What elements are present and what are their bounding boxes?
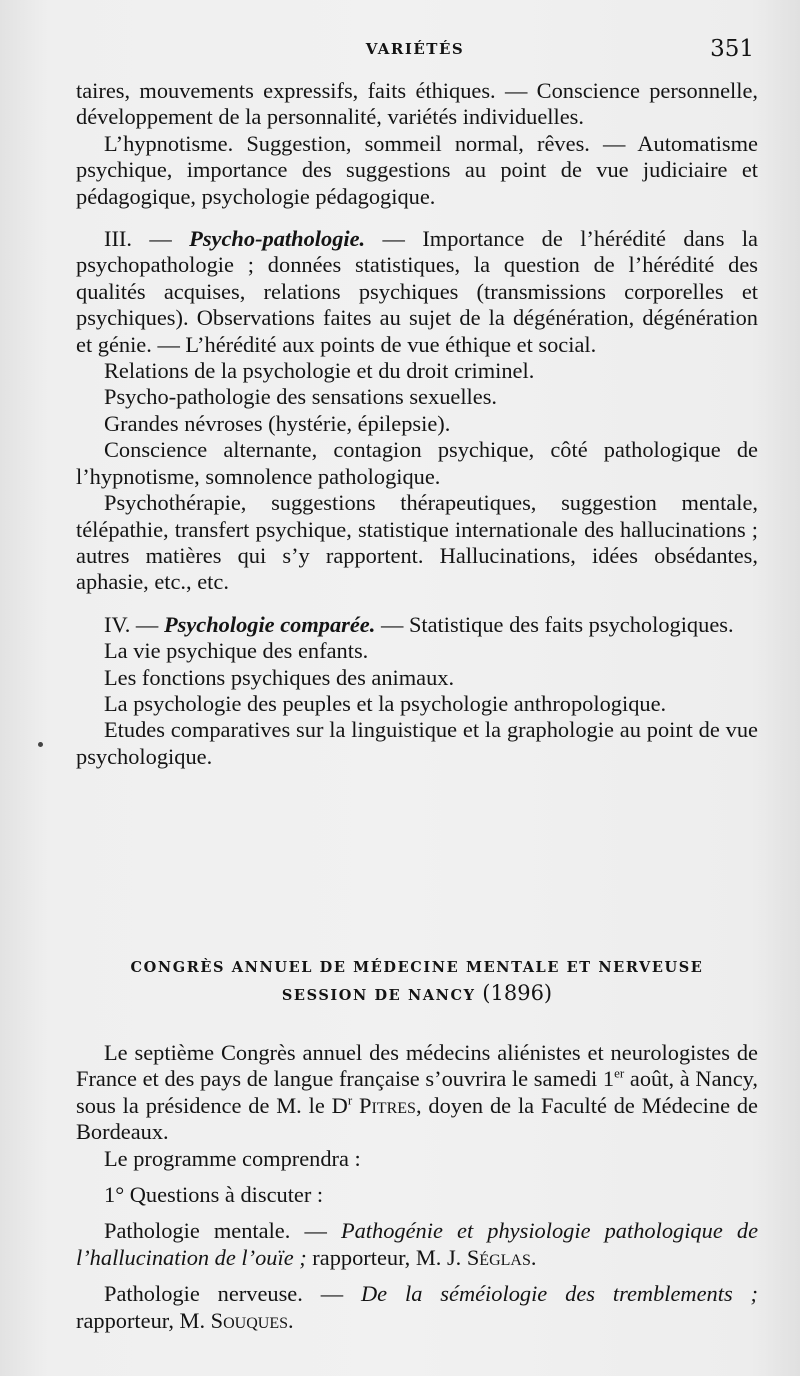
- congress-intro: Le septième Congrès annuel des médecins aliénistes et neurologistes de France et des pays de langue française s’ouvrira le samedi 1er août, à Nancy, sous la présidence de M. le $D^r$ Pitres, doyen de la Faculté de Médecine de Bordeaux.: [76, 1040, 758, 1145]
- page-number: 351: [710, 36, 754, 62]
- section-title: Psycho-pathologie.: [189, 226, 366, 252]
- person-name: Séglas: [466, 1244, 531, 1270]
- running-title: VARIÉTÉS: [365, 40, 465, 58]
- congress-text: [76, 1040, 758, 1334]
- list-item: Psychothérapie, suggestions thérapeutiques, suggestion mentale, télépathie, transfert psychique, statistique internationale des hallucinations ; autres matières qui s’y rapportent. Hallucinations, idées obsédantes, aphasie, etc., etc.: [76, 490, 758, 595]
- list-item: Etudes comparatives sur la linguistique et la graphologie au point de vue psychologique.: [76, 717, 758, 769]
- topic-title: De la séméiologie des tremblements ;: [361, 1281, 758, 1307]
- section-psychologie-comparee: [76, 612, 758, 638]
- paragraph-hypnotisme: L’hypnotisme. Suggestion, sommeil normal, rêves. — Automatisme psychique, importance des suggestions au point de vue judiciaire et pédagogique, psychologie pédagogique.: [76, 130, 758, 209]
- section-text: — Importance de l’hérédité dans la psychopathologie ; données statistiques, la question de l’hérédité des qualités acquises, relations psychiques (transmissions corporelles et psychiques). Observations faites au sujet de la dégénération, dégénération et génie. — L’hérédité aux points de vue éthique et social.: [76, 226, 758, 357]
- list-item: La psychologie des peuples et la psychologie anthropologique.: [104, 690, 667, 716]
- questions-line: 1° Questions à discuter :: [104, 1182, 324, 1208]
- topic-title: Pathogénie et physiologie pathologique de l’hallucination de l’ouïe ;: [76, 1218, 759, 1270]
- ink-dot: [38, 742, 43, 747]
- section-text: — Statistique des faits psychologiques.: [375, 611, 734, 637]
- pathologie-nerveuse: Pathologie nerveuse. — De la séméiologie des tremblements ; rapporteur, M. Souques.: [76, 1281, 758, 1333]
- congress-title: CONGRÈS ANNUEL DE MÉDECINE MENTALE ET NERVEUSE: [130, 959, 704, 976]
- list-item: Les fonctions psychiques des animaux.: [104, 664, 455, 690]
- congress-heading: [76, 956, 758, 1009]
- list-item: Grandes névroses (hystérie, épilepsie).: [104, 410, 451, 436]
- section-number: III. —: [104, 226, 190, 252]
- congress-session: SESSION DE NANCY (1896): [281, 981, 553, 1005]
- section-psycho-pathologie: [76, 226, 758, 358]
- person-name: Souques: [210, 1307, 288, 1333]
- list-item: La vie psychique des enfants.: [104, 638, 369, 664]
- section-number: IV. —: [104, 611, 164, 637]
- pathologie-mentale: Pathologie mentale. — Pathogénie et physiologie pathologique de l’hallucination de l’ouïe ; rapporteur, M. J. Séglas.: [76, 1218, 759, 1270]
- list-item: Relations de la psychologie et du droit criminel.: [104, 358, 535, 384]
- programme-line: Le programme comprendra :: [104, 1145, 361, 1171]
- main-text: [76, 78, 758, 770]
- section-title: Psychologie comparée.: [163, 611, 376, 637]
- person-name: Pitres: [352, 1092, 416, 1118]
- paragraph-continuation: taires, mouvements expressifs, faits éthiques. — Conscience personnelle, développement de la personnalité, variétés individuelles.: [76, 78, 758, 130]
- page-header: [76, 36, 754, 64]
- list-item: Psycho-pathologie des sensations sexuelles.: [104, 384, 498, 410]
- list-item: Conscience alternante, contagion psychique, côté pathologique de l’hypnotisme, somnolence pathologique.: [76, 437, 758, 489]
- congress-year: (1896): [482, 981, 553, 1005]
